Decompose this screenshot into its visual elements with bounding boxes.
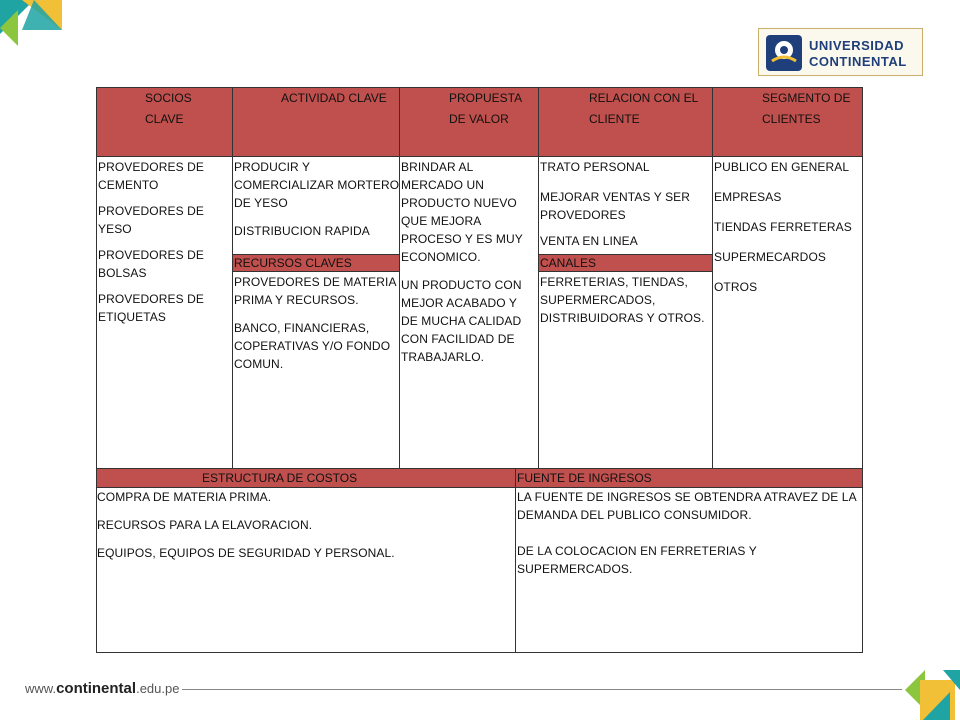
header-actividad-label: ACTIVIDAD CLAVE <box>281 91 387 105</box>
footer-domain: .edu.pe <box>136 681 180 696</box>
socios-list <box>98 158 231 326</box>
segmento-item: TIENDAS FERRETERAS <box>714 220 852 234</box>
costo-item: COMPRA DE MATERIA PRIMA. <box>97 490 272 504</box>
segmento-item: OTROS <box>714 280 758 294</box>
relacion-item: VENTA EN LINEA <box>540 234 638 248</box>
costo-item: EQUIPOS, EQUIPOS DE SEGURIDAD Y PERSONAL. <box>97 546 395 560</box>
actividad-item: PRODUCIR Y COMERCIALIZAR MORTERO DE YESO <box>234 160 400 210</box>
segmento-item: EMPRESAS <box>714 190 782 204</box>
propuesta-item: UN PRODUCTO CON MEJOR ACABADO Y DE MUCHA CALIDAD CON FACILIDAD DE TRABAJARLO. <box>401 278 522 364</box>
header-actividad-clave <box>232 87 400 157</box>
logo-emblem-icon <box>766 35 802 71</box>
actividad-list <box>234 158 404 240</box>
header-fuente-ingresos <box>515 468 863 488</box>
footer-www: www. <box>25 681 57 696</box>
segmento-item: PUBLICO EN GENERAL <box>714 160 850 174</box>
header-relacion-label: RELACION CON EL CLIENTE <box>589 91 698 126</box>
recurso-item: BANCO, FINANCIERAS, COPERATIVAS Y/O FONDO COMUN. <box>234 321 391 371</box>
header-canales: CANALES <box>538 254 713 272</box>
logo-text-line2: CONTINENTAL <box>809 54 907 69</box>
header-costos-label: ESTRUCTURA DE COSTOS <box>202 471 358 485</box>
header-socios-clave <box>96 87 233 157</box>
propuesta-item: BRINDAR AL MERCADO UN PRODUCTO NUEVO QUE MEJORA PROCESO Y ES MUY ECONOMICO. <box>401 160 523 264</box>
relacion-item: TRATO PERSONAL <box>540 160 650 174</box>
segmento-item: SUPERMECARDOS <box>714 250 826 264</box>
logo-text-line1: UNIVERSIDAD <box>809 38 905 53</box>
canales-list <box>540 273 710 327</box>
relacion-item: MEJORAR VENTAS Y SER PROVEDORES <box>540 190 691 222</box>
ingresos-list <box>517 488 861 578</box>
relacion-list <box>540 158 710 250</box>
corner-decoration-top-left <box>0 0 70 50</box>
header-estructura-costos <box>96 468 516 488</box>
costo-item: RECURSOS PARA LA ELAVORACION. <box>97 518 313 532</box>
ingreso-item: LA FUENTE DE INGRESOS SE OBTENDRA ATRAVEZ DE LA DEMANDA DEL PUBLICO CONSUMIDOR. <box>517 490 857 522</box>
recursos-list <box>234 273 396 373</box>
header-segmento-label: SEGMENTO DE CLIENTES <box>762 91 851 126</box>
header-recursos-claves: RECURSOS CLAVES <box>232 254 400 272</box>
socio-item: PROVEDORES DE YESO <box>98 204 204 236</box>
costos-list <box>97 488 513 562</box>
socio-item: PROVEDORES DE BOLSAS <box>98 248 204 280</box>
socio-item: PROVEDORES DE ETIQUETAS <box>98 292 204 324</box>
footer-brand: continental <box>56 680 137 697</box>
corner-decoration-bottom-right <box>895 670 960 720</box>
university-logo <box>758 28 923 76</box>
recurso-item: PROVEDORES DE MATERIA PRIMA Y RECURSOS. <box>234 275 396 307</box>
canal-item: FERRETERIAS, TIENDAS, SUPERMERCADOS, DISTRIBUIDORAS Y OTROS. <box>540 275 705 325</box>
header-propuesta-valor <box>399 87 539 157</box>
footer-divider <box>182 689 902 690</box>
segmento-list <box>714 158 861 296</box>
header-ingresos-label: FUENTE DE INGRESOS <box>517 471 652 485</box>
propuesta-list <box>401 158 537 366</box>
header-propuesta-label: PROPUESTA DE VALOR <box>449 91 522 126</box>
actividad-item: DISTRIBUCION RAPIDA <box>234 224 370 238</box>
header-socios-label: SOCIOS CLAVE <box>145 91 192 126</box>
socio-item: PROVEDORES DE CEMENTO <box>98 160 204 192</box>
ingreso-item: DE LA COLOCACION EN FERRETERIAS Y SUPERMERCADOS. <box>517 544 757 576</box>
footer-website <box>25 680 179 697</box>
header-segmento-clientes <box>712 87 863 157</box>
header-relacion-cliente <box>538 87 713 157</box>
